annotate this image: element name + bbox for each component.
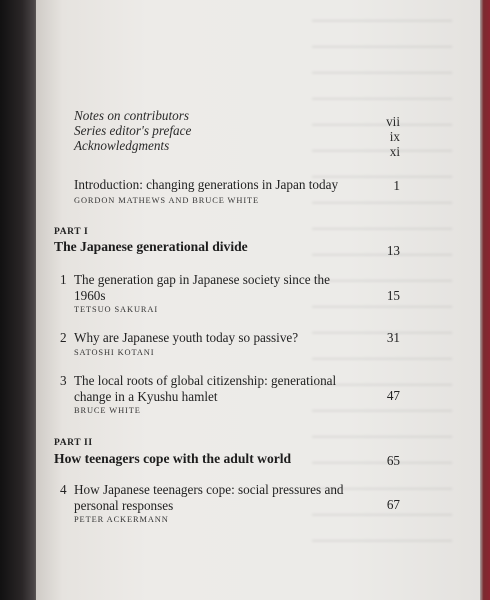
fm-notes-title: Notes on contributors [74,108,190,123]
fm-preface-title: Series editor's preface [74,123,192,138]
ch1-author: TETSUO SAKURAI [74,305,159,314]
ch4-page: 67 [386,497,400,512]
part1-title: The Japanese generational divide [54,239,248,254]
contents-page [36,0,482,600]
part1-page: 13 [386,243,400,258]
ch1-title-line1: The generation gap in Japanese society since the [74,272,330,287]
part2-page: 65 [386,453,400,468]
part2-label: PART II [54,438,93,448]
ch1-title-line2: 1960s [74,288,106,303]
book-cover-edge [480,0,490,600]
fm-preface-page: ix [389,129,400,144]
ch4-author: PETER ACKERMANN [74,515,169,524]
intro-author: GORDON MATHEWS AND BRUCE WHITE [74,196,260,205]
ch2-page: 31 [386,330,400,345]
ch4-title-line1: How Japanese teenagers cope: social pressures and [74,482,344,497]
intro-title: Introduction: changing generations in Japan today [74,177,339,192]
fm-ack-page: xi [389,144,400,159]
part1-label: PART I [54,227,89,237]
ch3-page: 47 [386,388,400,403]
ch4-number: 4 [60,482,67,497]
ch2-number: 2 [60,330,67,345]
ch2-title: Why are Japanese youth today so passive? [74,330,299,345]
ch4-title-line2: personal responses [74,498,174,513]
ch3-title-line2: change in a Kyushu hamlet [74,389,218,404]
fm-notes-page: vii [386,114,400,129]
ch1-number: 1 [60,272,67,287]
book-binding [0,0,40,600]
fm-ack-title: Acknowledgments [74,138,170,153]
ch3-title-line1: The local roots of global citizenship: generational [74,373,337,388]
intro-page: 1 [393,178,400,193]
ch3-number: 3 [60,373,67,388]
part2-title: How teenagers cope with the adult world [54,451,292,466]
ch2-author: SATOSHI KOTANI [74,348,155,357]
ch3-author: BRUCE WHITE [74,406,141,415]
ch1-page: 15 [386,288,400,303]
